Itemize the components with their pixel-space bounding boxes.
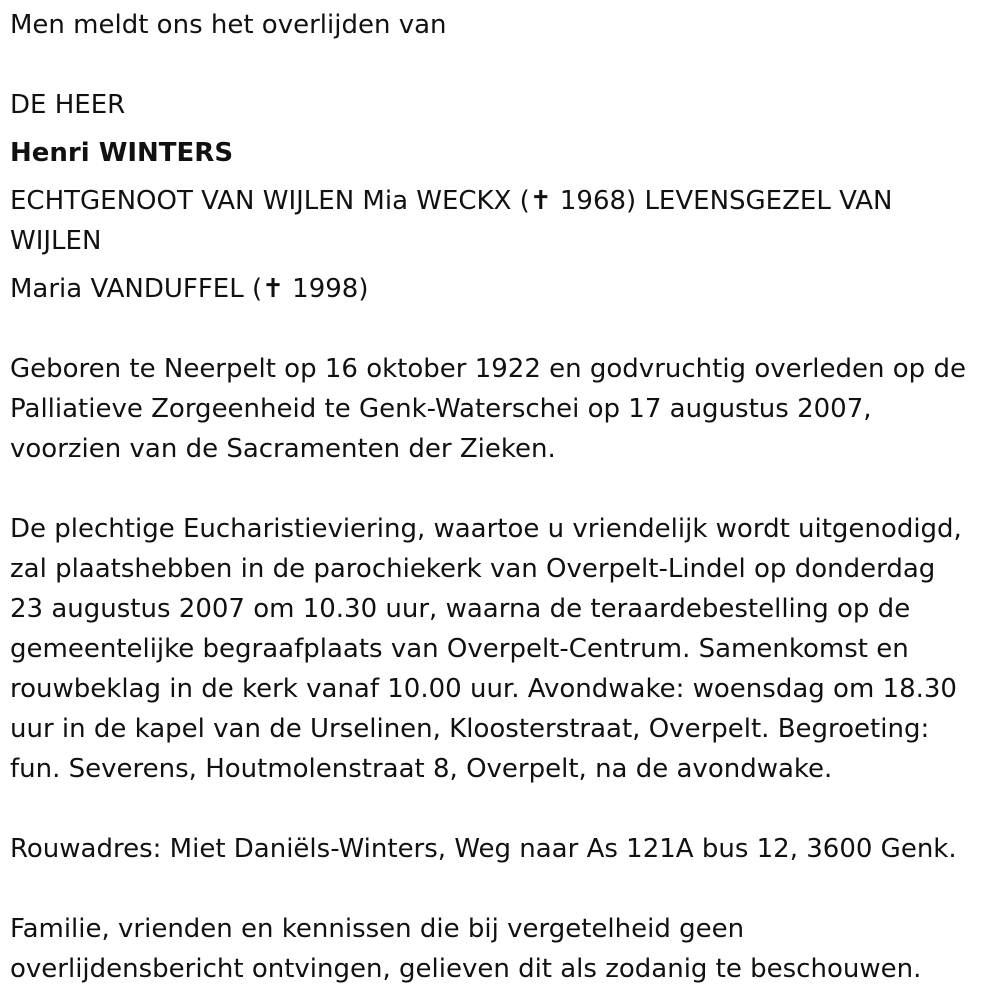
paragraph-line: 23 augustus 2007 om 10.30 uur, waarna de teraardebestelling op de (10, 594, 911, 624)
paragraph-line: zal plaatshebben in de parochiekerk van Overpelt-Lindel op donderdag (10, 554, 936, 584)
ceremony-paragraph (10, 509, 995, 789)
paragraph-line: overlijdensbericht ontvingen, gelieven dit als zodanig te beschouwen. (10, 954, 922, 984)
paragraph-line: fun. Severens, Houtmolenstraat 8, Overpelt, na de avondwake. (10, 754, 833, 784)
paragraph-line: Familie, vrienden en kennissen die bij vergetelheid geen (10, 914, 745, 944)
mourning-address: Rouwadres: Miet Daniëls-Winters, Weg naar As 121A bus 12, 3600 Genk. (10, 834, 957, 864)
paragraph-line: Palliatieve Zorgeenheid te Genk-Waterschei op 17 augustus 2007, (10, 394, 872, 424)
paragraph-line: gemeentelijke begraafplaats van Overpelt-Centrum. Samenkomst en (10, 634, 909, 664)
intro-text: Men meldt ons het overlijden van (10, 10, 447, 40)
paragraph-line: uur in de kapel van de Urselinen, Kloosterstraat, Overpelt. Begroeting: (10, 714, 930, 744)
relation-line-2: WIJLEN (10, 226, 102, 256)
paragraph-line: Geboren te Neerpelt op 16 oktober 1922 en godvruchtig overleden op de (10, 354, 966, 384)
deceased-name: Henri WINTERS (10, 138, 234, 168)
paragraph-line: De plechtige Eucharistieviering, waartoe u vriendelijk wordt uitgenodigd, (10, 514, 962, 544)
relation-line-1: ECHTGENOOT VAN WIJLEN Mia WECKX (✝ 1968) LEVENSGEZEL VAN (10, 186, 893, 216)
closing-paragraph (10, 909, 995, 989)
salutation: DE HEER (10, 90, 126, 120)
relation-line-3: Maria VANDUFFEL (✝ 1998) (10, 274, 369, 304)
paragraph-line: voorzien van de Sacramenten der Zieken. (10, 434, 556, 464)
paragraph-line: rouwbeklag in de kerk vanaf 10.00 uur. Avondwake: woensdag om 18.30 (10, 674, 957, 704)
birth-death-paragraph (10, 349, 995, 469)
